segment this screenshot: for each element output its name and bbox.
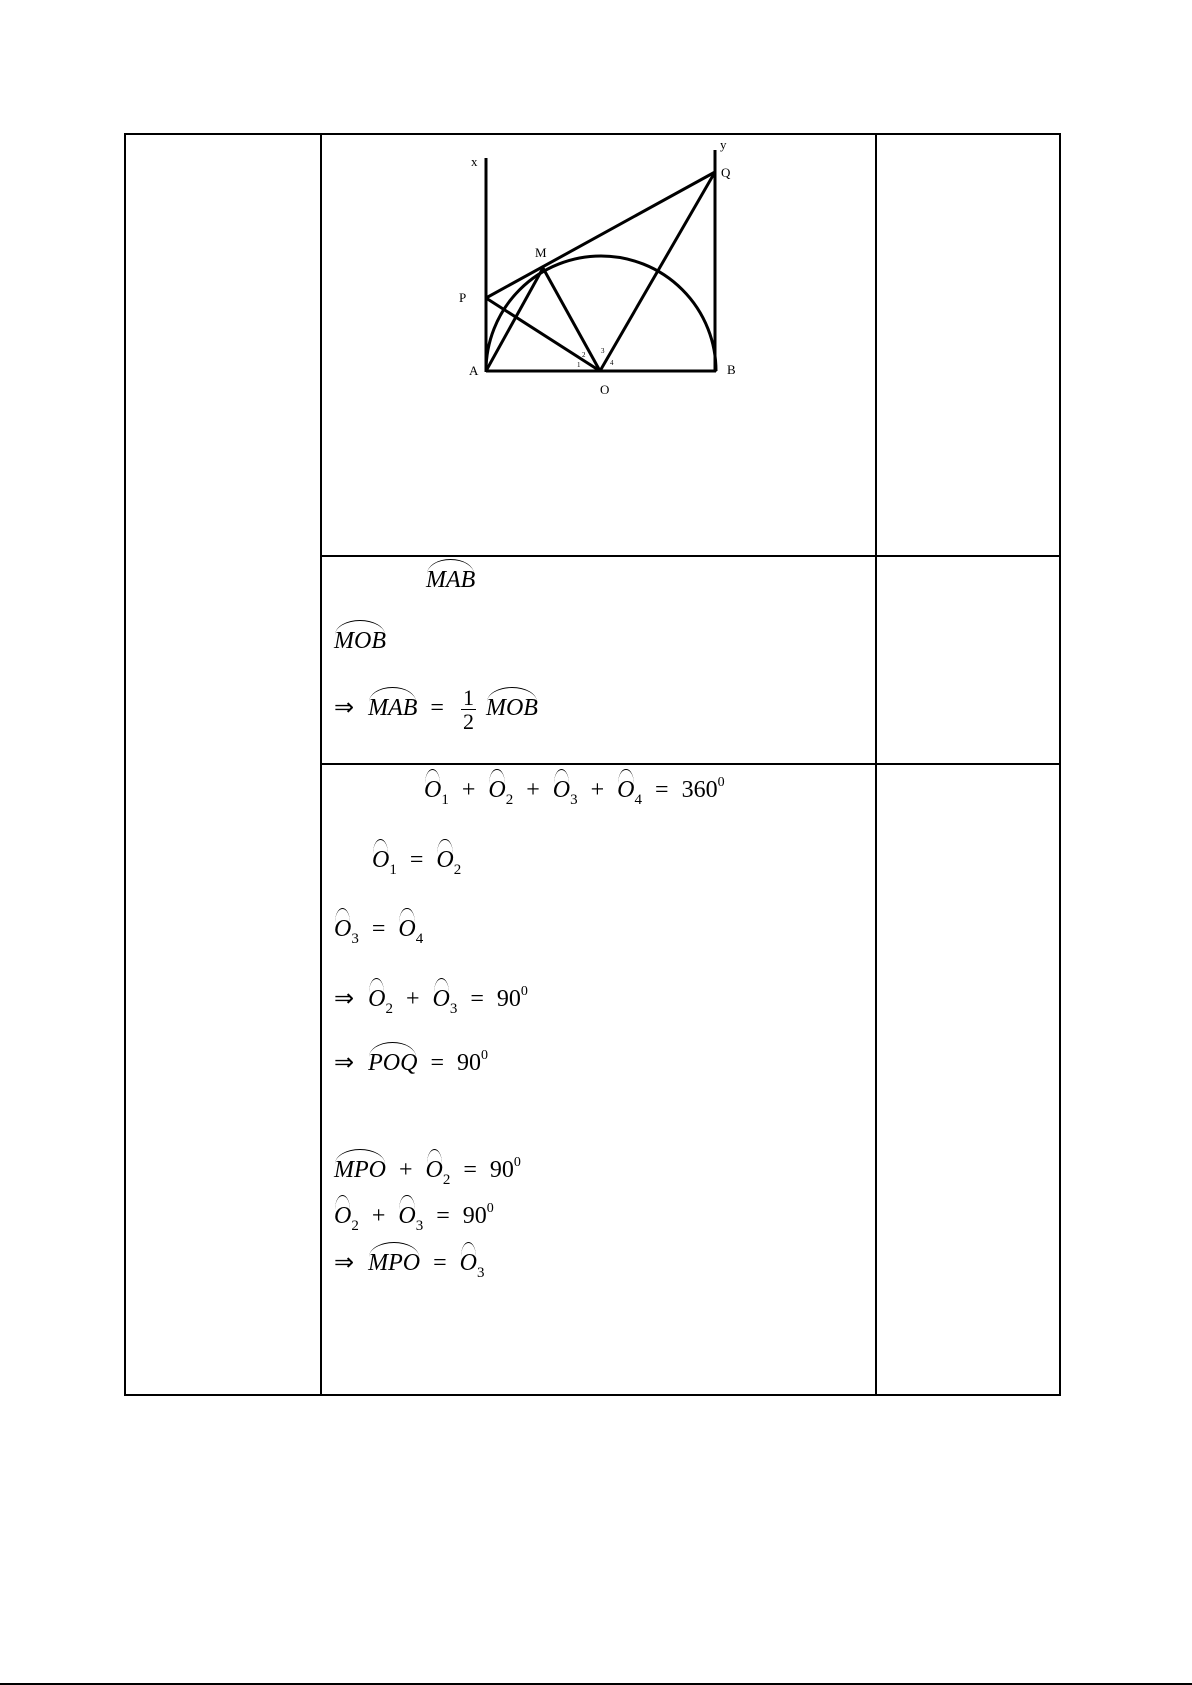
- equation-o3-eq-o4: $O_3 = O_4$: [334, 916, 424, 947]
- label-b: B: [727, 362, 736, 377]
- label-p: P: [459, 290, 467, 305]
- equation-o2-plus-o3-90-b: $O_2 + O_3 = 90^0$: [334, 1201, 494, 1234]
- equation-angle-sum-360: $O_1 + O_2 + O_3 + O_4 = 360^0$: [424, 775, 725, 808]
- angle-mob: MOB: [334, 628, 386, 654]
- implies-symbol: ⇒: [334, 695, 355, 722]
- label-o: O: [600, 382, 610, 397]
- equation-o1-eq-o2: $O_1 = O_2$: [372, 847, 462, 878]
- segment-mo: [543, 268, 600, 371]
- equation-poq-90: ⇒ POQ = $90^0$: [334, 1048, 488, 1076]
- fraction-half: $\frac{1}{2}$: [462, 685, 474, 735]
- segment-po: [486, 298, 600, 371]
- angle-mark-3: 3: [601, 347, 605, 355]
- equation-mpo-plus-o2-90: MPO + $O_2 = 90^0$: [334, 1155, 521, 1188]
- equation-mpo-eq-o3: ⇒ MPO = $O_3$: [334, 1250, 485, 1281]
- label-q: Q: [721, 165, 731, 180]
- label-a: A: [469, 363, 479, 378]
- angle-mark-4: 4: [610, 359, 614, 367]
- segment-oq: [600, 172, 715, 371]
- angle-mark-2: 2: [582, 351, 586, 359]
- angle-mark-1: 1: [577, 361, 581, 369]
- angle-mab: MAB: [426, 567, 476, 593]
- tangent-pq: [486, 172, 715, 298]
- relation-mab-half-mob: ⇒ MAB = $\frac{1}{2}$ MOB: [334, 685, 538, 735]
- equation-o2-plus-o3-90: ⇒ $O_2 + O_3 = 90^0$: [334, 984, 528, 1017]
- label-x: x: [471, 154, 478, 169]
- label-y: y: [720, 137, 727, 152]
- label-m: M: [535, 245, 547, 260]
